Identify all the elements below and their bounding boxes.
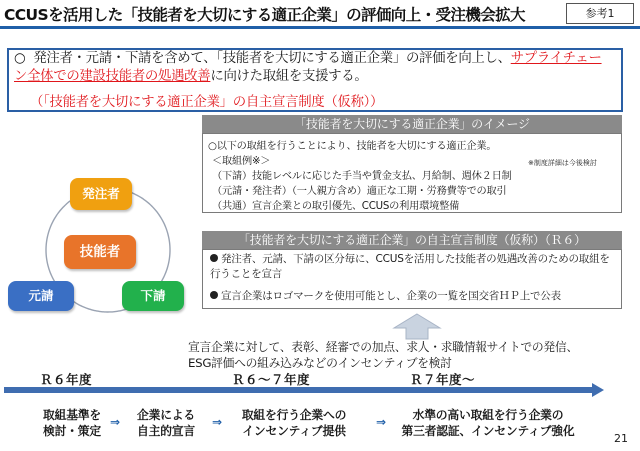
title-underline (0, 26, 640, 29)
image-panel-item: （下請）技能レベルに応じた手当や賃金支払、月給制、週休２日制 (212, 171, 512, 182)
image-panel-heading: 「技能者を大切にする適正企業」のイメージ (202, 115, 622, 133)
declaration-panel-heading: 「技能者を大切にする適正企業」の自主宣言制度（仮称）（Ｒ６） (202, 231, 622, 249)
phase-r6-7: Ｒ６～７年度 (232, 372, 311, 387)
intro-part1: 発注者・元請・下請を含めて、「技能者を大切にする適正企業」の評価を向上し、 (33, 51, 511, 66)
declaration-bullet (210, 252, 610, 282)
intro-highlight: サプライチェーン全体での建設技能者の処遇改善 (14, 51, 602, 84)
incentive-line: 宣言企業に対して、表彰、経審での加点、求人・求職情報サイトでの発信、 (188, 340, 578, 354)
phase-r6: Ｒ６年度 (40, 372, 93, 387)
image-panel-lead: ○以下の取組を行うことにより、技能者を大切にする適正企業。 (208, 141, 497, 152)
stage-3-line: 取組を行う企業への (241, 408, 347, 422)
timeline-bar (4, 387, 594, 393)
stage-1-line: 取組基準を (43, 408, 101, 422)
page-number: 21 (614, 432, 628, 445)
stage-4 (392, 407, 584, 439)
stage-2 (126, 407, 206, 439)
incentive-line: ESG評価への組み込みなどのインセンティブを検討 (188, 356, 452, 370)
image-panel-item: （元請・発注者）（一人親方含め）適正な工期・労務費等での取引 (212, 186, 507, 197)
bullet-dot-icon (210, 254, 218, 262)
image-panel-footnote: ※制度詳細は今後検討 (528, 159, 597, 167)
stage-4-line: 水準の高い取組を行う企業の (412, 408, 564, 422)
declaration-bullet (210, 289, 610, 304)
stage-arrow-icon: ⇒ (110, 415, 121, 429)
image-panel-examples-label: ＜取組例※＞ (212, 156, 271, 167)
stage-3-line: インセンティブ提供 (242, 424, 346, 438)
stage-1-line: 検討・策定 (43, 424, 101, 438)
intro-note: （「技能者を大切にする適正企業」の自主宣言制度（仮称）） (30, 95, 384, 110)
reference-badge: 参考1 (566, 3, 634, 24)
stage-4-line: 第三者認証、インセンティブ強化 (401, 424, 575, 438)
stage-2-line: 企業による (137, 408, 195, 422)
intro-bullet: ○ (14, 51, 26, 66)
node-prime-contractor: 元請 (8, 281, 74, 311)
node-subcontractor: 下請 (122, 281, 184, 311)
intro-text (14, 50, 614, 86)
stage-3 (230, 407, 358, 439)
up-arrow-icon (392, 312, 442, 340)
stage-2-line: 自主的宣言 (137, 424, 195, 438)
timeline-arrow-icon (592, 383, 604, 397)
stage-arrow-icon: ⇒ (212, 415, 223, 429)
intro-part2: に向けた取組を支援する。 (210, 69, 368, 84)
node-skilled-worker: 技能者 (64, 235, 136, 269)
stage-arrow-icon: ⇒ (376, 415, 387, 429)
phase-r7: Ｒ７年度～ (410, 372, 476, 387)
declaration-bullet-text: 宣言企業はロゴマークを使用可能とし、企業の一覧を国交省ＨＰ上で公表 (221, 290, 561, 302)
node-orderer: 発注者 (70, 178, 132, 210)
stage-1 (36, 407, 108, 439)
declaration-bullet-text: 発注者、元請、下請の区分毎に、CCUSを活用した技能者の処遇改善のための取組を行うことを宣言 (210, 253, 610, 280)
page-title: CCUSを活用した「技能者を大切にする適正企業」の評価向上・受注機会拡大 (4, 6, 525, 24)
image-panel-item: （共通）宣言企業との取引優先、CCUSの利用環境整備 (212, 201, 460, 212)
bullet-dot-icon (210, 291, 218, 299)
